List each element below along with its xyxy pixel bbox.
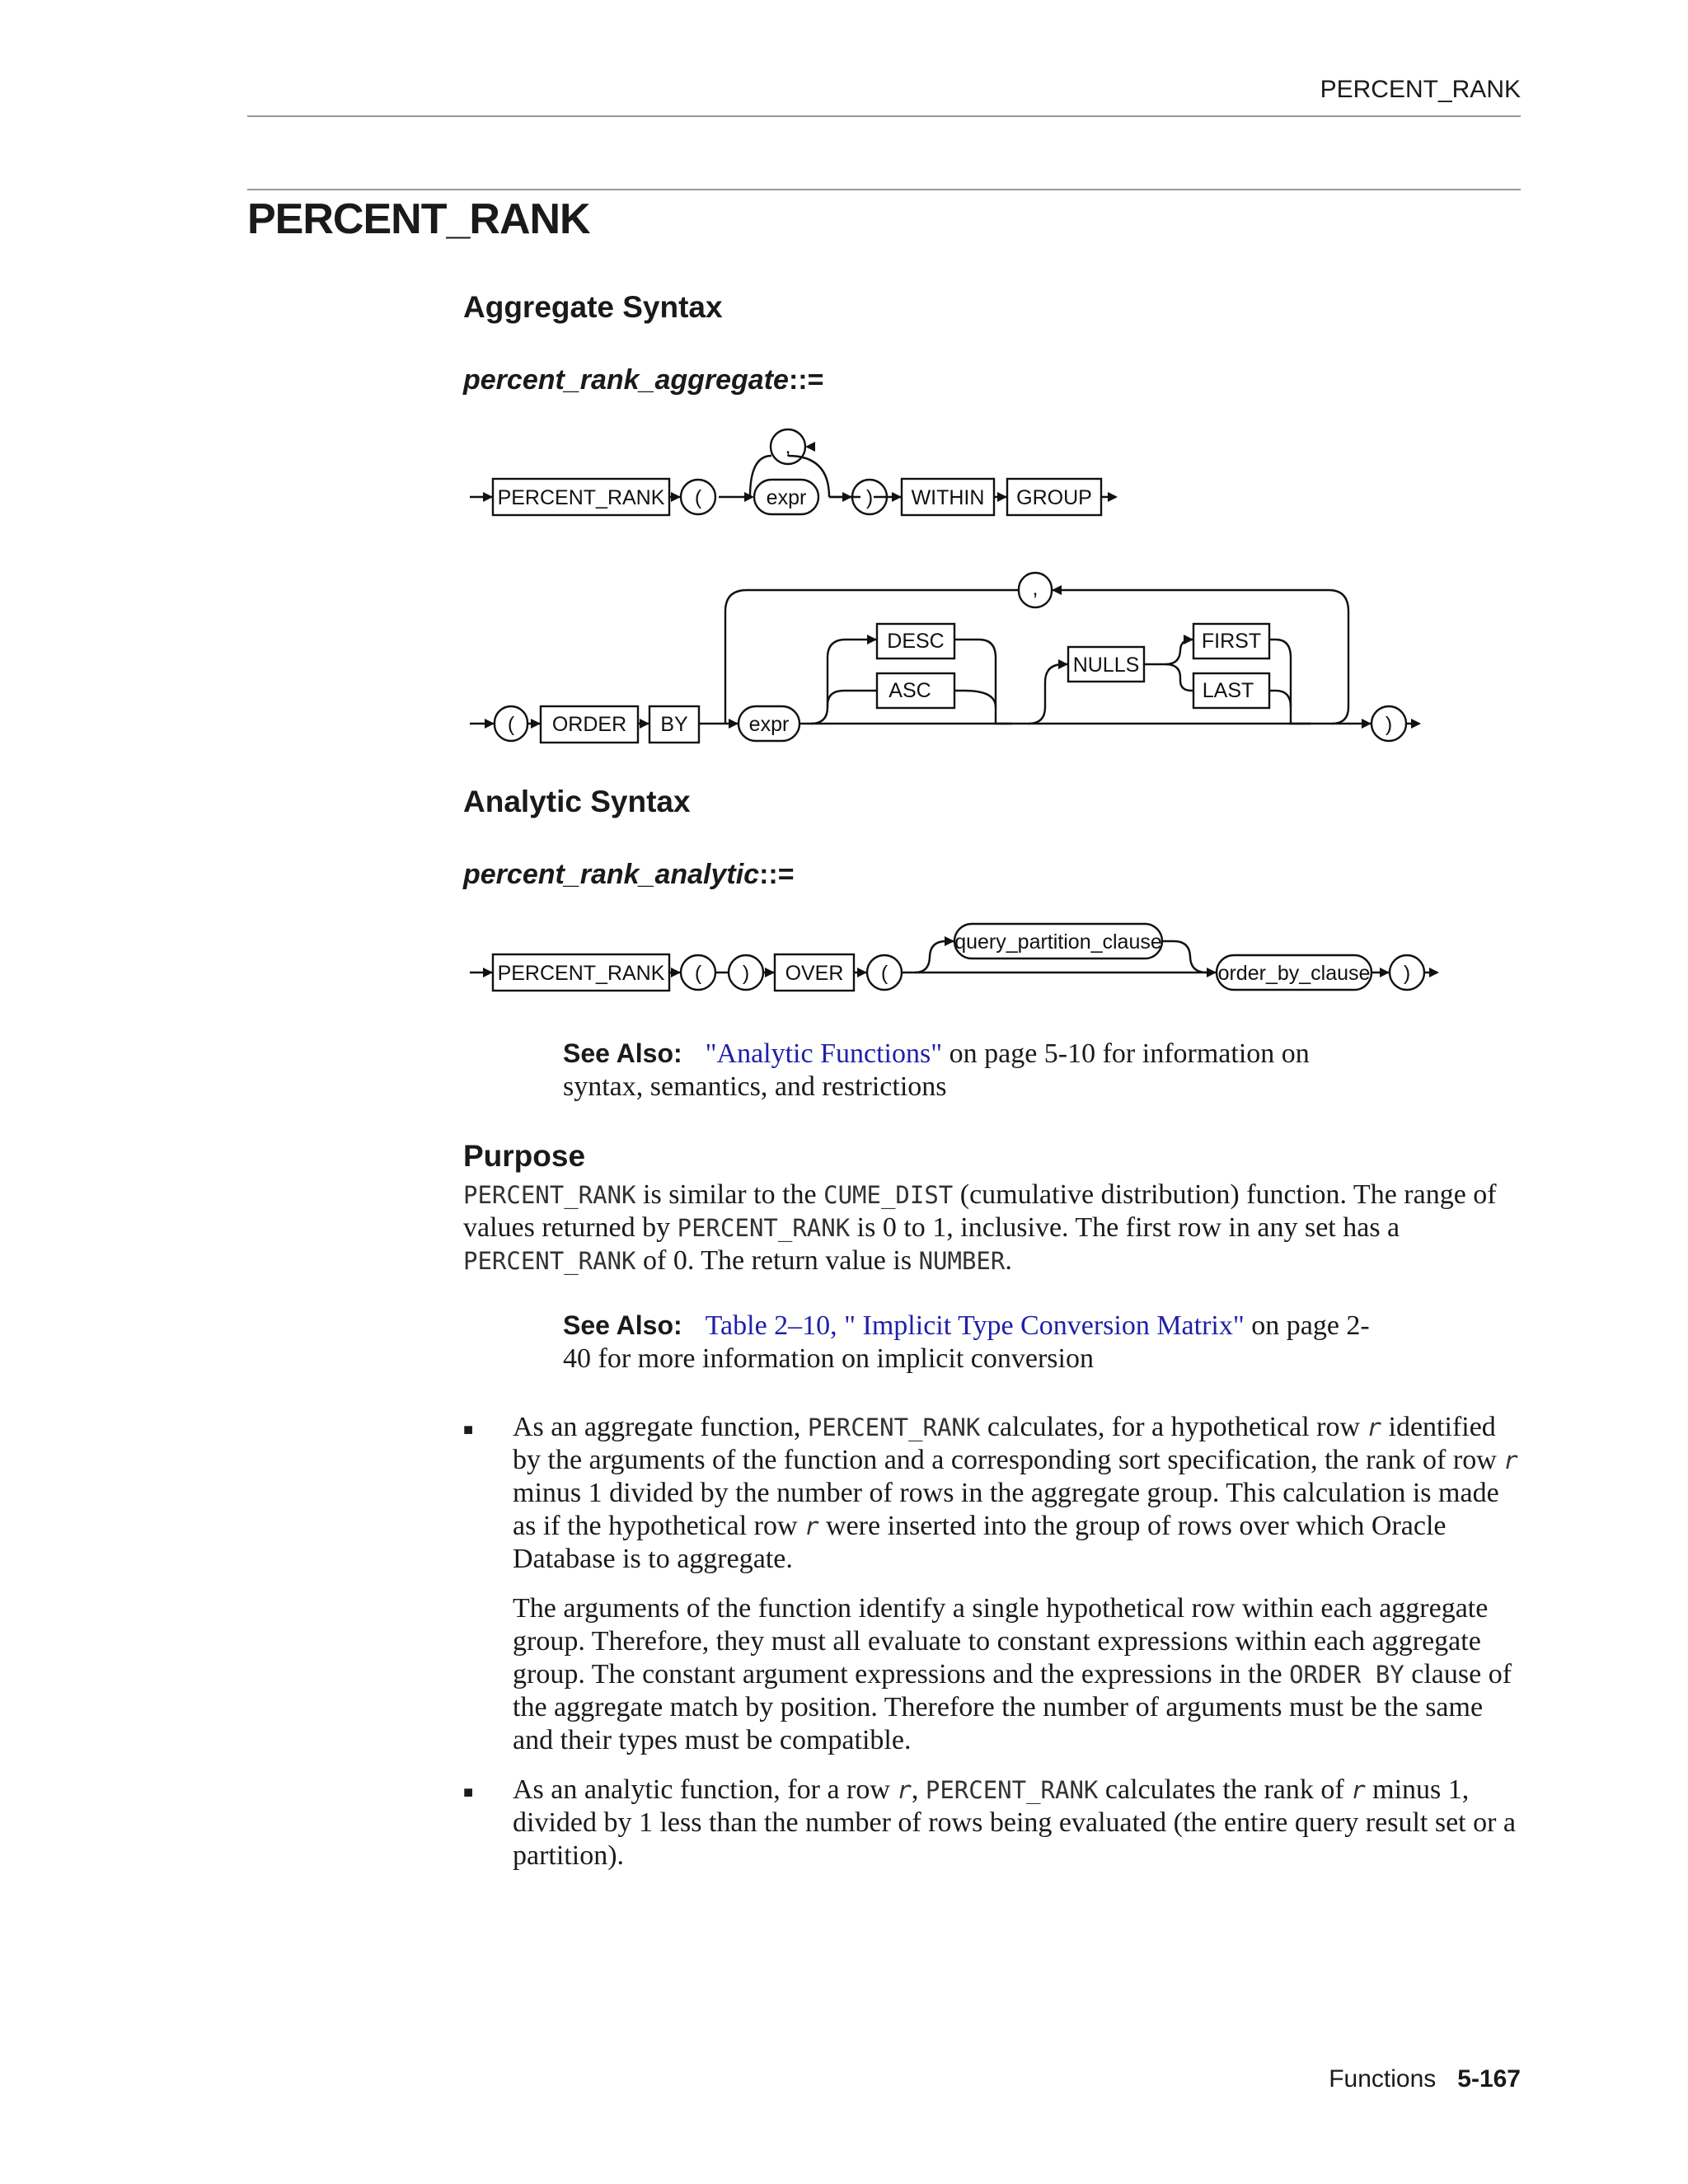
diagram-lparen: ( [694, 486, 702, 509]
purpose-see-also: See Also: Table 2–10, " Implicit Type Conversion Matrix" on page 2-40 for more information on implicit conversion [563, 1310, 1370, 1374]
footer-page-number: 5-167 [1457, 2065, 1521, 2093]
purpose-heading: Purpose [463, 1139, 586, 1173]
diagram2-rparen: ) [1385, 713, 1393, 736]
see-also-label: See Also: [563, 1038, 682, 1068]
analytic-syntax-heading: Analytic Syntax [463, 785, 691, 818]
diagram2-keyword-nulls: NULLS [1072, 654, 1140, 677]
purpose-paragraph: PERCENT_RANK is similar to the CUME_DIST (cumulative distribution) function. The range of values returned by PERCENT_RANK is 0 to 1, inclusive. The first row in any set has a PERCENT_RANK of 0. The return value is NUMBER. [463, 1179, 1497, 1276]
diagram-keyword-group: GROUP [1016, 486, 1092, 509]
analytic-order-by-clause: order_by_clause [1217, 962, 1371, 985]
diagram2-lparen: ( [507, 713, 515, 736]
analytic-keyword-percent-rank: PERCENT_RANK [497, 962, 665, 985]
bullet-aggregate-paragraph: As an aggregate function, PERCENT_RANK calculates, for a hypothetical row r identified by the arguments of the function and a corresponding sort specification, the rank of row r minus 1 divided by the number of rows in the aggregate group. This calculation is made as if the hypothetical row r were inserted into the group of rows over which Oracle Database is to aggregate. [513, 1412, 1518, 1574]
diagram2-keyword-asc: ASC [889, 679, 931, 702]
diagram2-keyword-by: BY [660, 713, 688, 736]
footer-section: Functions [1329, 2065, 1437, 2093]
bullet-marker: ■ [463, 1421, 474, 1439]
analytic-see-also: See Also: "Analytic Functions" on page 5-10 for information on syntax, semantics, and restrictions [563, 1038, 1310, 1102]
analytic-keyword-over: OVER [785, 962, 844, 985]
page-title: PERCENT_RANK [247, 195, 590, 243]
diagram-comma: , [785, 435, 791, 458]
analytic-lparen: ( [694, 962, 702, 985]
aggregate-arguments-paragraph: The arguments of the function identify a single hypothetical row within each aggregate group. Therefore, they must all evaluate to constant expressions within each aggregate group. The constant argument expressions and the expressions in the ORDER BY clause of the aggregate match by position. Therefore the number of arguments must be the same and their types must be compatible. [513, 1593, 1512, 1755]
diagram2-keyword-order: ORDER [551, 713, 627, 736]
analytic-rparen2: ) [1403, 962, 1411, 985]
diagram-rparen: ) [865, 486, 874, 509]
diagram2-comma: , [1032, 577, 1039, 600]
conversion-matrix-link[interactable]: Table 2–10, " Implicit Type Conversion Matrix" [705, 1310, 1245, 1341]
analytic-query-partition-clause: query_partition_clause [954, 930, 1162, 954]
page-footer [1154, 2065, 1521, 2093]
diagram-keyword-within: WITHIN [911, 486, 985, 509]
analytic-production-name: percent_rank_analytic::= [463, 859, 795, 890]
aggregate-syntax-heading: Aggregate Syntax [463, 290, 723, 324]
analytic-rparen: ) [742, 962, 750, 985]
diagram2-expr: expr [748, 713, 790, 736]
diagram2-keyword-last: LAST [1202, 679, 1254, 702]
diagram2-keyword-first: FIRST [1201, 630, 1262, 653]
analytic-lparen2: ( [880, 962, 889, 985]
bullet-marker: ■ [463, 1783, 474, 1802]
diagram-keyword-percent-rank: PERCENT_RANK [497, 486, 665, 509]
see-also-label: See Also: [563, 1310, 682, 1340]
analytic-functions-link[interactable]: "Analytic Functions" [705, 1038, 943, 1069]
aggregate-production-name: percent_rank_aggregate::= [463, 364, 824, 396]
bullet-analytic-paragraph: As an analytic function, for a row r, PERCENT_RANK calculates the rank of r minus 1, divided by 1 less than the number of rows being evaluated (the entire query result set or a partition). [513, 1774, 1517, 1871]
running-header: PERCENT_RANK [1320, 76, 1521, 103]
diagram2-keyword-desc: DESC [887, 630, 945, 653]
analytic-syntax-diagram [0, 0, 1688, 1030]
diagram-expr: expr [766, 486, 807, 509]
